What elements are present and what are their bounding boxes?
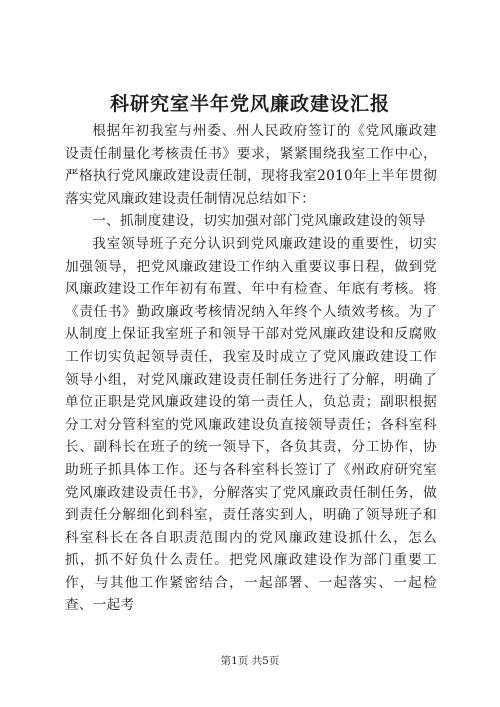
- intro-paragraph: 根据年初我室与州委、州人民政府签订的《党风廉政建设责任制量化考核责任书》要求，紧紧围绕我室工作中心，严格执行党风廉政建设责任制，现将我室2010年上半年贯彻落实党风廉政建设责任制情况总结如下：: [65, 123, 437, 207]
- document-title: 科研究室半年党风廉政建设汇报: [109, 93, 390, 115]
- section-heading: 一、抓制度建设，切实加强对部门党风廉政建设的领导: [92, 213, 426, 230]
- document-body: [65, 120, 437, 617]
- page-footer: 第1页 共5页: [220, 655, 280, 667]
- body-paragraph: 我室领导班子充分认识到党风廉政建设的重要性，切实加强领导，把党风廉政建设工作纳入重要议事日程，做到党风廉政建设工作年初有布置、年中有检查、年底有考核。将《责任书》勤政廉政考核情况纳入年终个人绩效考核。为了从制度上保证我室班子和领导干部对党风廉政建设和反腐败工作切实负起领导责任，我室及时成立了党风廉政建设工作领导小组，对党风廉政建设责任制任务进行了分解，明确了单位正职是党风廉政建设的第一责任人，负总责；副职根据分工对分管科室的党风廉政建设负直接领导责任；各科室科长、副科长在班子的统一领导下，各负其责，分工协作，协助班子抓具体工作。还与各科室科长签订了《州政府研究室党风廉政建设责任书》，分解落实了党风廉政责任制任务，做到责任分解细化到科室，责任落实到人，明确了领导班子和科室科长在各自职责范围内的党风廉政建设抓什么，怎么抓，抓不好负什么责任。把党风廉政建设作为部门重要工作，与其他工作紧密结合，一起部署、一起落实、一起检查、一起考: [65, 235, 437, 614]
